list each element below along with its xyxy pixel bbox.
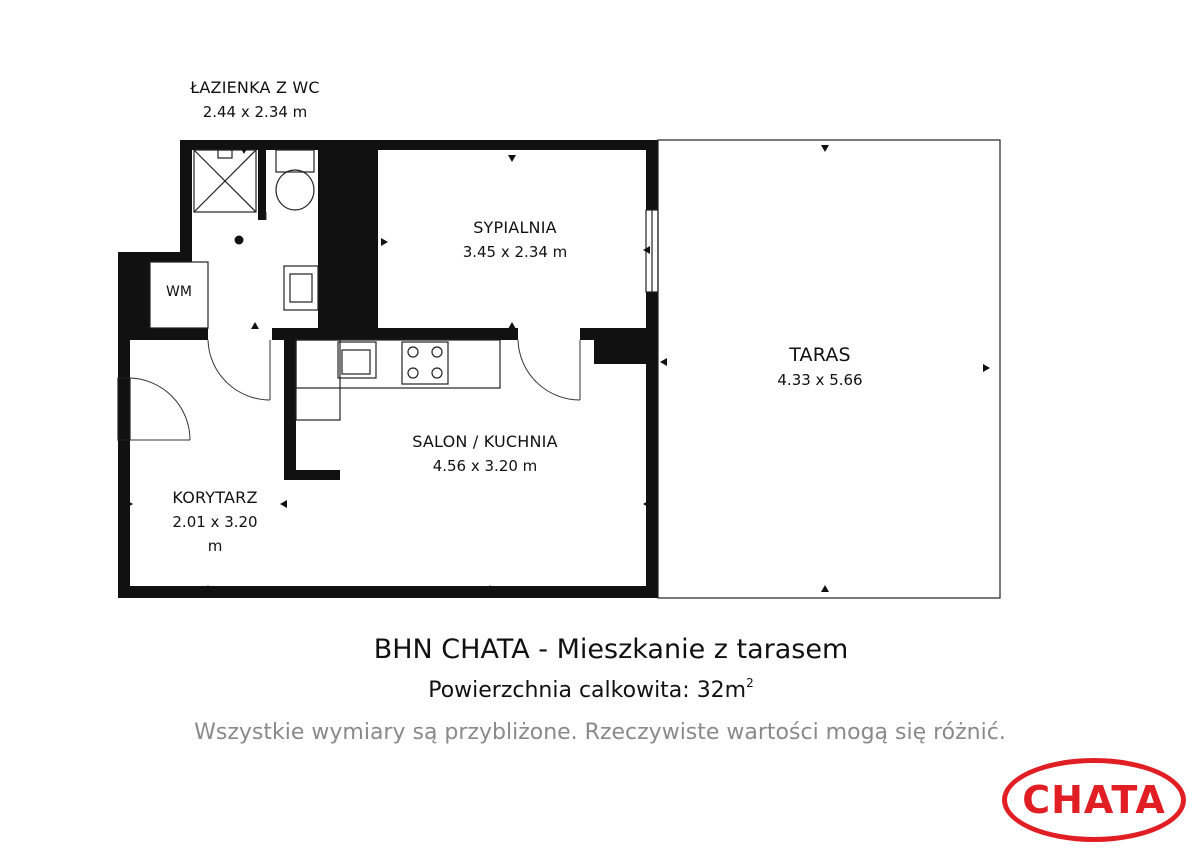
room-name-lazienka: ŁAZIENKA Z WC xyxy=(190,78,320,97)
room-name-sypialnia: SYPIALNIA xyxy=(473,218,557,237)
room-label-sypialnia xyxy=(430,216,600,264)
room-dims-korytarz-line2: m xyxy=(207,537,223,555)
room-label-salon xyxy=(395,430,575,478)
total-area-label: Powierzchnia calkowita: 32m xyxy=(428,678,747,703)
drain-icon xyxy=(235,236,244,245)
room-label-lazienka xyxy=(170,76,340,124)
plan-title: BHN CHATA - Mieszkanie z tarasem xyxy=(373,634,849,665)
chata-logo xyxy=(1002,758,1186,842)
room-label-korytarz xyxy=(150,486,280,558)
room-dims-korytarz: 2.01 x 3.20 xyxy=(172,513,258,531)
room-dims-taras: 4.33 x 5.66 xyxy=(777,371,863,389)
washing-machine-label: WM xyxy=(166,284,192,300)
room-name-korytarz: KORYTARZ xyxy=(172,488,258,507)
logo-text: CHATA xyxy=(1022,778,1166,822)
room-dims-salon: 4.56 x 3.20 m xyxy=(432,457,538,475)
room-dims-lazienka: 2.44 x 2.34 m xyxy=(202,103,308,121)
room-label-taras xyxy=(740,342,900,392)
total-area xyxy=(0,678,1182,703)
disclaimer: Wszystkie wymiary są przybliżone. Rzeczywiste wartości mogą się różnić. xyxy=(194,720,1006,745)
room-name-taras: TARAS xyxy=(789,344,851,366)
room-name-salon: SALON / KUCHNIA xyxy=(412,432,558,451)
total-area-unit-sup: 2 xyxy=(746,676,754,690)
room-dims-sypialnia: 3.45 x 2.34 m xyxy=(462,243,568,261)
